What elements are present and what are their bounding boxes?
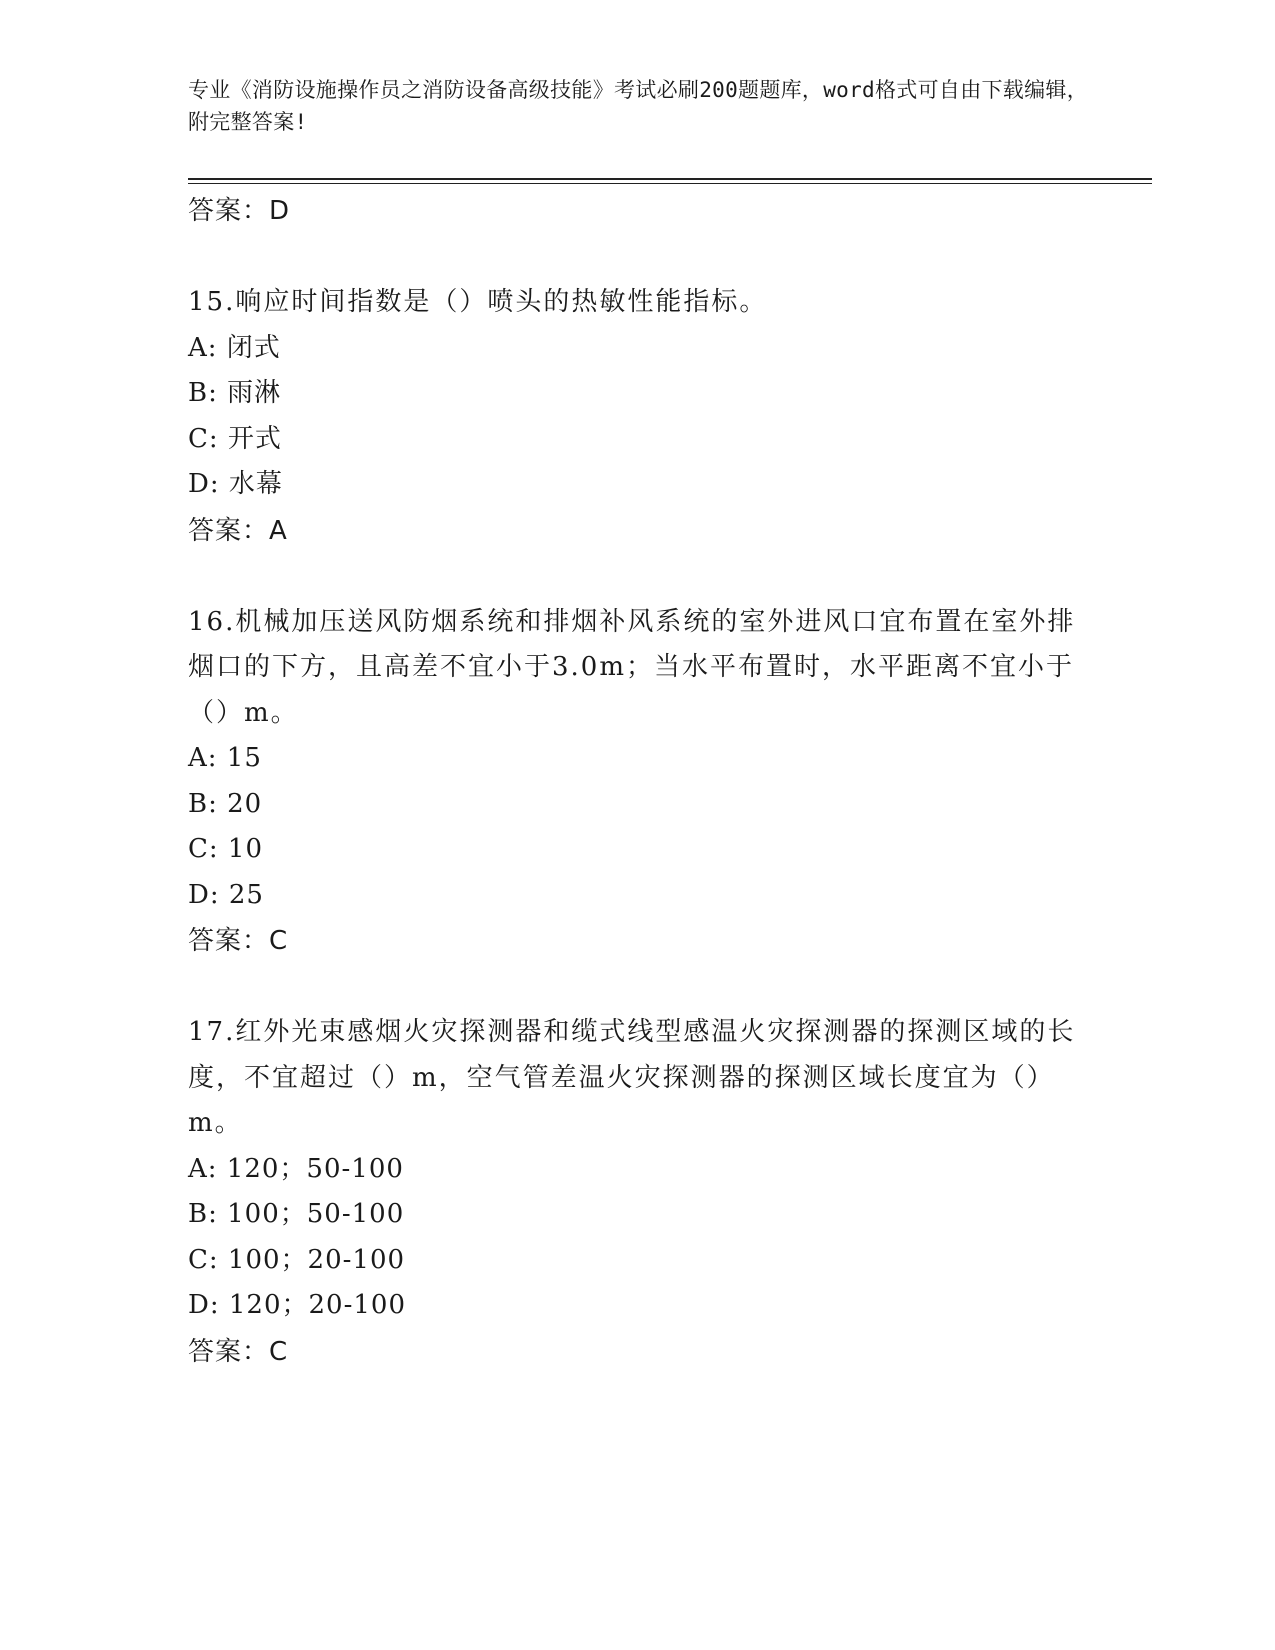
answer-line: 答案：C — [188, 1336, 289, 1367]
header-divider — [188, 178, 1152, 180]
option-a: A: 闭式 — [188, 332, 281, 363]
option-c: C: 开式 — [188, 423, 282, 454]
option-d: D: 25 — [188, 879, 264, 910]
answer-line: 答案：C — [188, 926, 289, 956]
option-d: D: 水幕 — [188, 469, 283, 499]
question-text: 15.响应时间指数是（）喷头的热敏性能指标。 — [188, 287, 768, 317]
option-b: B: 雨淋 — [188, 378, 282, 408]
question-text: 17.红外光束感烟火灾探测器和缆式线型感温火灾探测器的探测区域的长度，不宜超过（）m，空气管差温火灾探测器的探测区域长度宜为（）m。 — [188, 1017, 1076, 1138]
question-block-16 — [188, 600, 1088, 965]
question-block-17 — [188, 1010, 1088, 1375]
option-d: D: 120；20-100 — [188, 1290, 406, 1320]
option-a: A: 15 — [188, 743, 262, 773]
option-c: C: 10 — [188, 834, 264, 864]
question-text: 16.机械加压送风防烟系统和排烟补风系统的室外进风口宜布置在室外排烟口的下方，且高差不宜小于3.0m；当水平布置时，水平距离不宜小于（）m。 — [188, 606, 1076, 728]
page-header: 专业《消防设施操作员之消防设备高级技能》考试必刷200题题库，word格式可自由下载编辑，附完整答案! — [188, 78, 1088, 134]
option-b: B: 20 — [188, 788, 263, 819]
answer-line: 答案：A — [188, 515, 288, 546]
option-a: A: 120；50-100 — [188, 1153, 404, 1184]
header-divider-thin — [188, 183, 1152, 184]
option-c: C: 100；20-100 — [188, 1244, 406, 1275]
document-body — [188, 188, 1088, 1375]
answer-line: 答案：D — [188, 196, 291, 226]
option-b: B: 100；50-100 — [188, 1199, 405, 1229]
question-block-15 — [188, 280, 1088, 554]
